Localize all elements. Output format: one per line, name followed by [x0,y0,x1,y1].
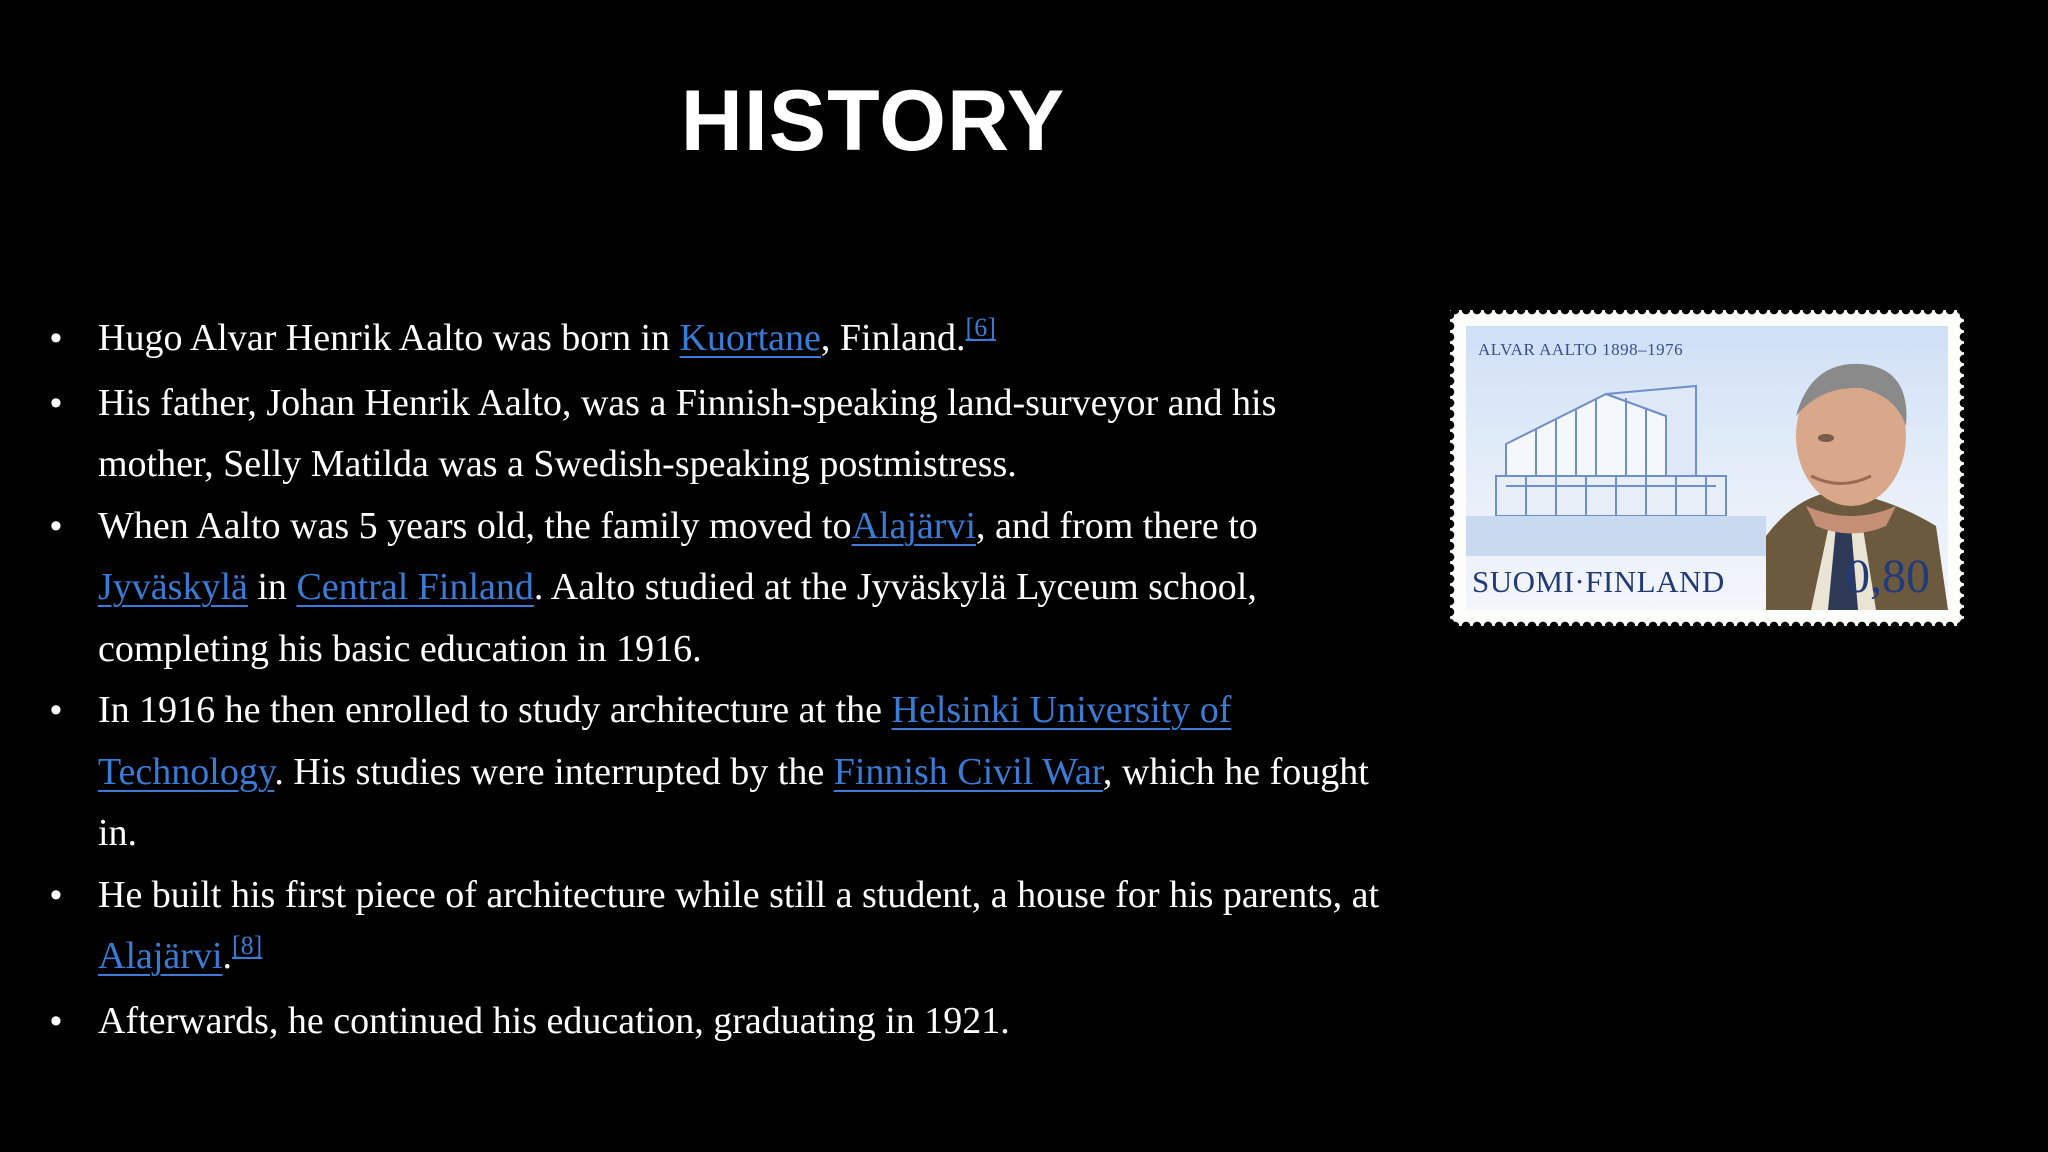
list-item [50,680,1390,865]
bullet-text: . His studies were interrupted by the [274,750,834,793]
link-central-finland[interactable]: Central Finland [296,566,534,608]
bullet-text: , Finland. [820,317,966,359]
bullet-text: , which he fought in. [98,750,1369,854]
stamp-caption: ALVAR AALTO 1898–1976 [1478,340,1684,359]
citation-link-8[interactable]: [8] [232,931,263,960]
list-item [50,991,1390,1053]
history-bullet-list [50,308,1390,1052]
slide-title: HISTORY [680,73,1066,169]
bullet-text: Hugo Alvar Henrik Aalto was born in [98,317,680,359]
bullet-text: . Aalto studied at the Jyväskylä Lyceum school, completing his basic education in 1916. [98,566,1257,670]
bullet-text: When Aalto was 5 years old, the family moved to [98,504,852,547]
list-item [50,496,1390,681]
list-item [50,308,1390,373]
alvar-aalto-stamp-image [1466,326,1948,610]
bullet-text: In 1916 he then enrolled to study architecture at the [98,689,892,731]
bullet-text: . [222,935,233,977]
bullet-text: He built his first piece of architecture while still a student, a house for his parents, at [98,873,1380,916]
bullet-text: Afterwards, he continued his education, graduating in 1921. [98,999,1010,1042]
stamp-country: SUOMI·FINLAND [1472,564,1725,599]
link-helsinki-university-of-technology[interactable]: Helsinki University of Technology [98,689,1232,793]
stamp-value: 0,80 [1846,550,1930,603]
citation-link-6[interactable]: [6] [965,313,996,342]
list-item [50,865,1390,991]
bullet-text: His father, Johan Henrik Aalto, was a Finnish-speaking land-surveyor and his mother, Selly Matilda was a Swedish-speaking postmistress. [98,381,1277,485]
building-illustration [1496,386,1726,516]
bullet-text: , and from there to [976,504,1258,547]
link-finnish-civil-war[interactable]: Finnish Civil War [833,750,1103,793]
link-jyvaskyla[interactable]: Jyväskylä [98,566,248,608]
link-kuortane[interactable]: Kuortane [679,317,821,359]
link-alajarvi[interactable]: Alajärvi [851,504,977,547]
link-alajarvi-2[interactable]: Alajärvi [98,935,223,977]
list-item [50,373,1390,496]
water-illustration [1466,516,1766,556]
bullet-text: in [247,566,297,608]
